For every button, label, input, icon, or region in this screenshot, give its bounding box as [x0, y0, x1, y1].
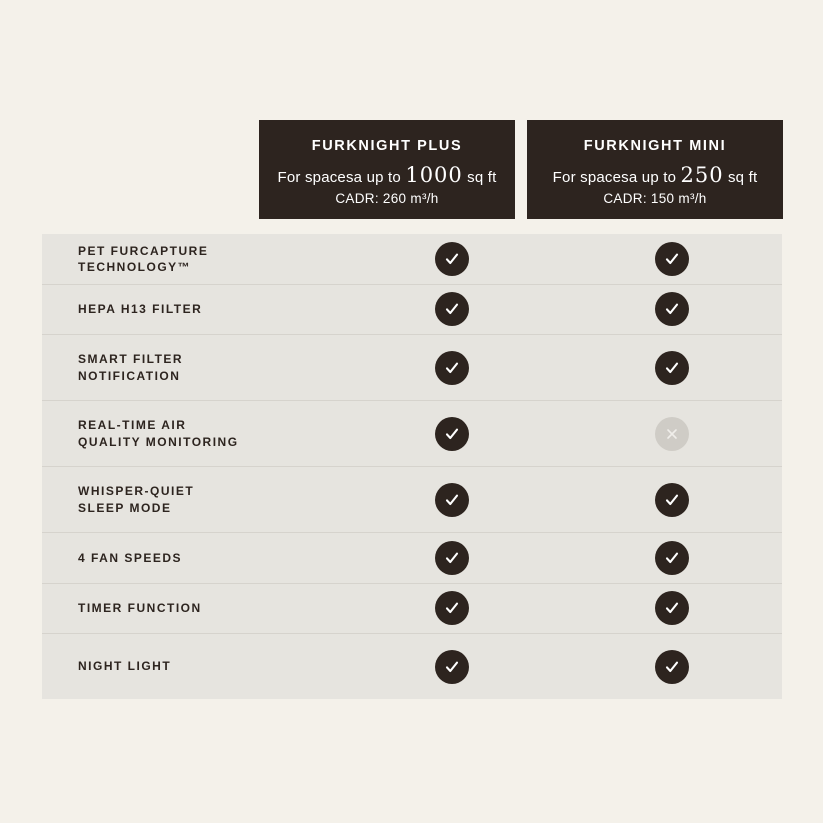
feature-label: REAL-TIME AIR QUALITY MONITORING: [78, 418, 239, 449]
table-row: [42, 634, 782, 699]
coverage-prefix-plus: For spacesa up to: [277, 169, 406, 186]
feature-label: WHISPER-QUIET SLEEP MODE: [78, 484, 195, 515]
table-row: [42, 533, 782, 584]
feature-cell-mini: [562, 417, 782, 451]
check-icon: [435, 292, 469, 326]
table-row: [42, 467, 782, 533]
cross-icon: [655, 417, 689, 451]
feature-cell-plus: [342, 351, 562, 385]
feature-label: 4 FAN SPEEDS: [78, 550, 183, 565]
feature-cell-mini: [562, 541, 782, 575]
table-row: [42, 285, 782, 336]
table-row: [42, 234, 782, 285]
product-card-plus: [259, 120, 515, 219]
product-name-mini: FURKNIGHT MINI: [583, 138, 727, 154]
check-icon: [435, 417, 469, 451]
feature-cell-plus: [342, 417, 562, 451]
check-icon: [655, 483, 689, 517]
check-icon: [435, 541, 469, 575]
feature-cell-plus: [342, 242, 562, 276]
product-cadr-mini: CADR: 150 m³/h: [603, 191, 707, 206]
feature-label: TIMER FUNCTION: [78, 601, 202, 616]
check-icon: [435, 650, 469, 684]
feature-cell-mini: [562, 292, 782, 326]
check-icon: [655, 650, 689, 684]
check-icon: [435, 591, 469, 625]
check-icon: [655, 292, 689, 326]
feature-cell-mini: [562, 483, 782, 517]
feature-cell-mini: [562, 242, 782, 276]
product-coverage-mini: [541, 163, 769, 187]
table-row: [42, 401, 782, 467]
feature-cell-plus: [342, 541, 562, 575]
coverage-value-mini: 250: [680, 163, 724, 187]
product-coverage-plus: [273, 163, 501, 187]
check-icon: [655, 242, 689, 276]
coverage-prefix-mini: For spacesa up to: [552, 169, 681, 186]
feature-cell-plus: [342, 591, 562, 625]
check-icon: [655, 351, 689, 385]
feature-cell-plus: [342, 483, 562, 517]
feature-cell-plus: [342, 292, 562, 326]
coverage-value-plus: 1000: [405, 163, 463, 187]
feature-label: HEPA H13 FILTER: [78, 302, 203, 317]
check-icon: [655, 591, 689, 625]
product-name-plus: FURKNIGHT PLUS: [311, 138, 463, 154]
feature-label: SMART FILTER NOTIFICATION: [78, 352, 184, 383]
feature-cell-mini: [562, 650, 782, 684]
product-card-mini: [527, 120, 783, 219]
coverage-suffix-mini: sq ft: [723, 169, 758, 186]
check-icon: [435, 351, 469, 385]
product-cadr-plus: CADR: 260 m³/h: [335, 191, 439, 206]
feature-label: PET FURCAPTURE TECHNOLOGY™: [78, 243, 209, 274]
check-icon: [435, 483, 469, 517]
table-row: [42, 584, 782, 635]
check-icon: [435, 242, 469, 276]
feature-table: [42, 234, 782, 699]
feature-label: NIGHT LIGHT: [78, 659, 172, 674]
feature-cell-mini: [562, 591, 782, 625]
feature-cell-plus: [342, 650, 562, 684]
feature-cell-mini: [562, 351, 782, 385]
check-icon: [655, 541, 689, 575]
table-row: [42, 335, 782, 401]
coverage-suffix-plus: sq ft: [462, 169, 497, 186]
product-header-row: [259, 120, 783, 219]
